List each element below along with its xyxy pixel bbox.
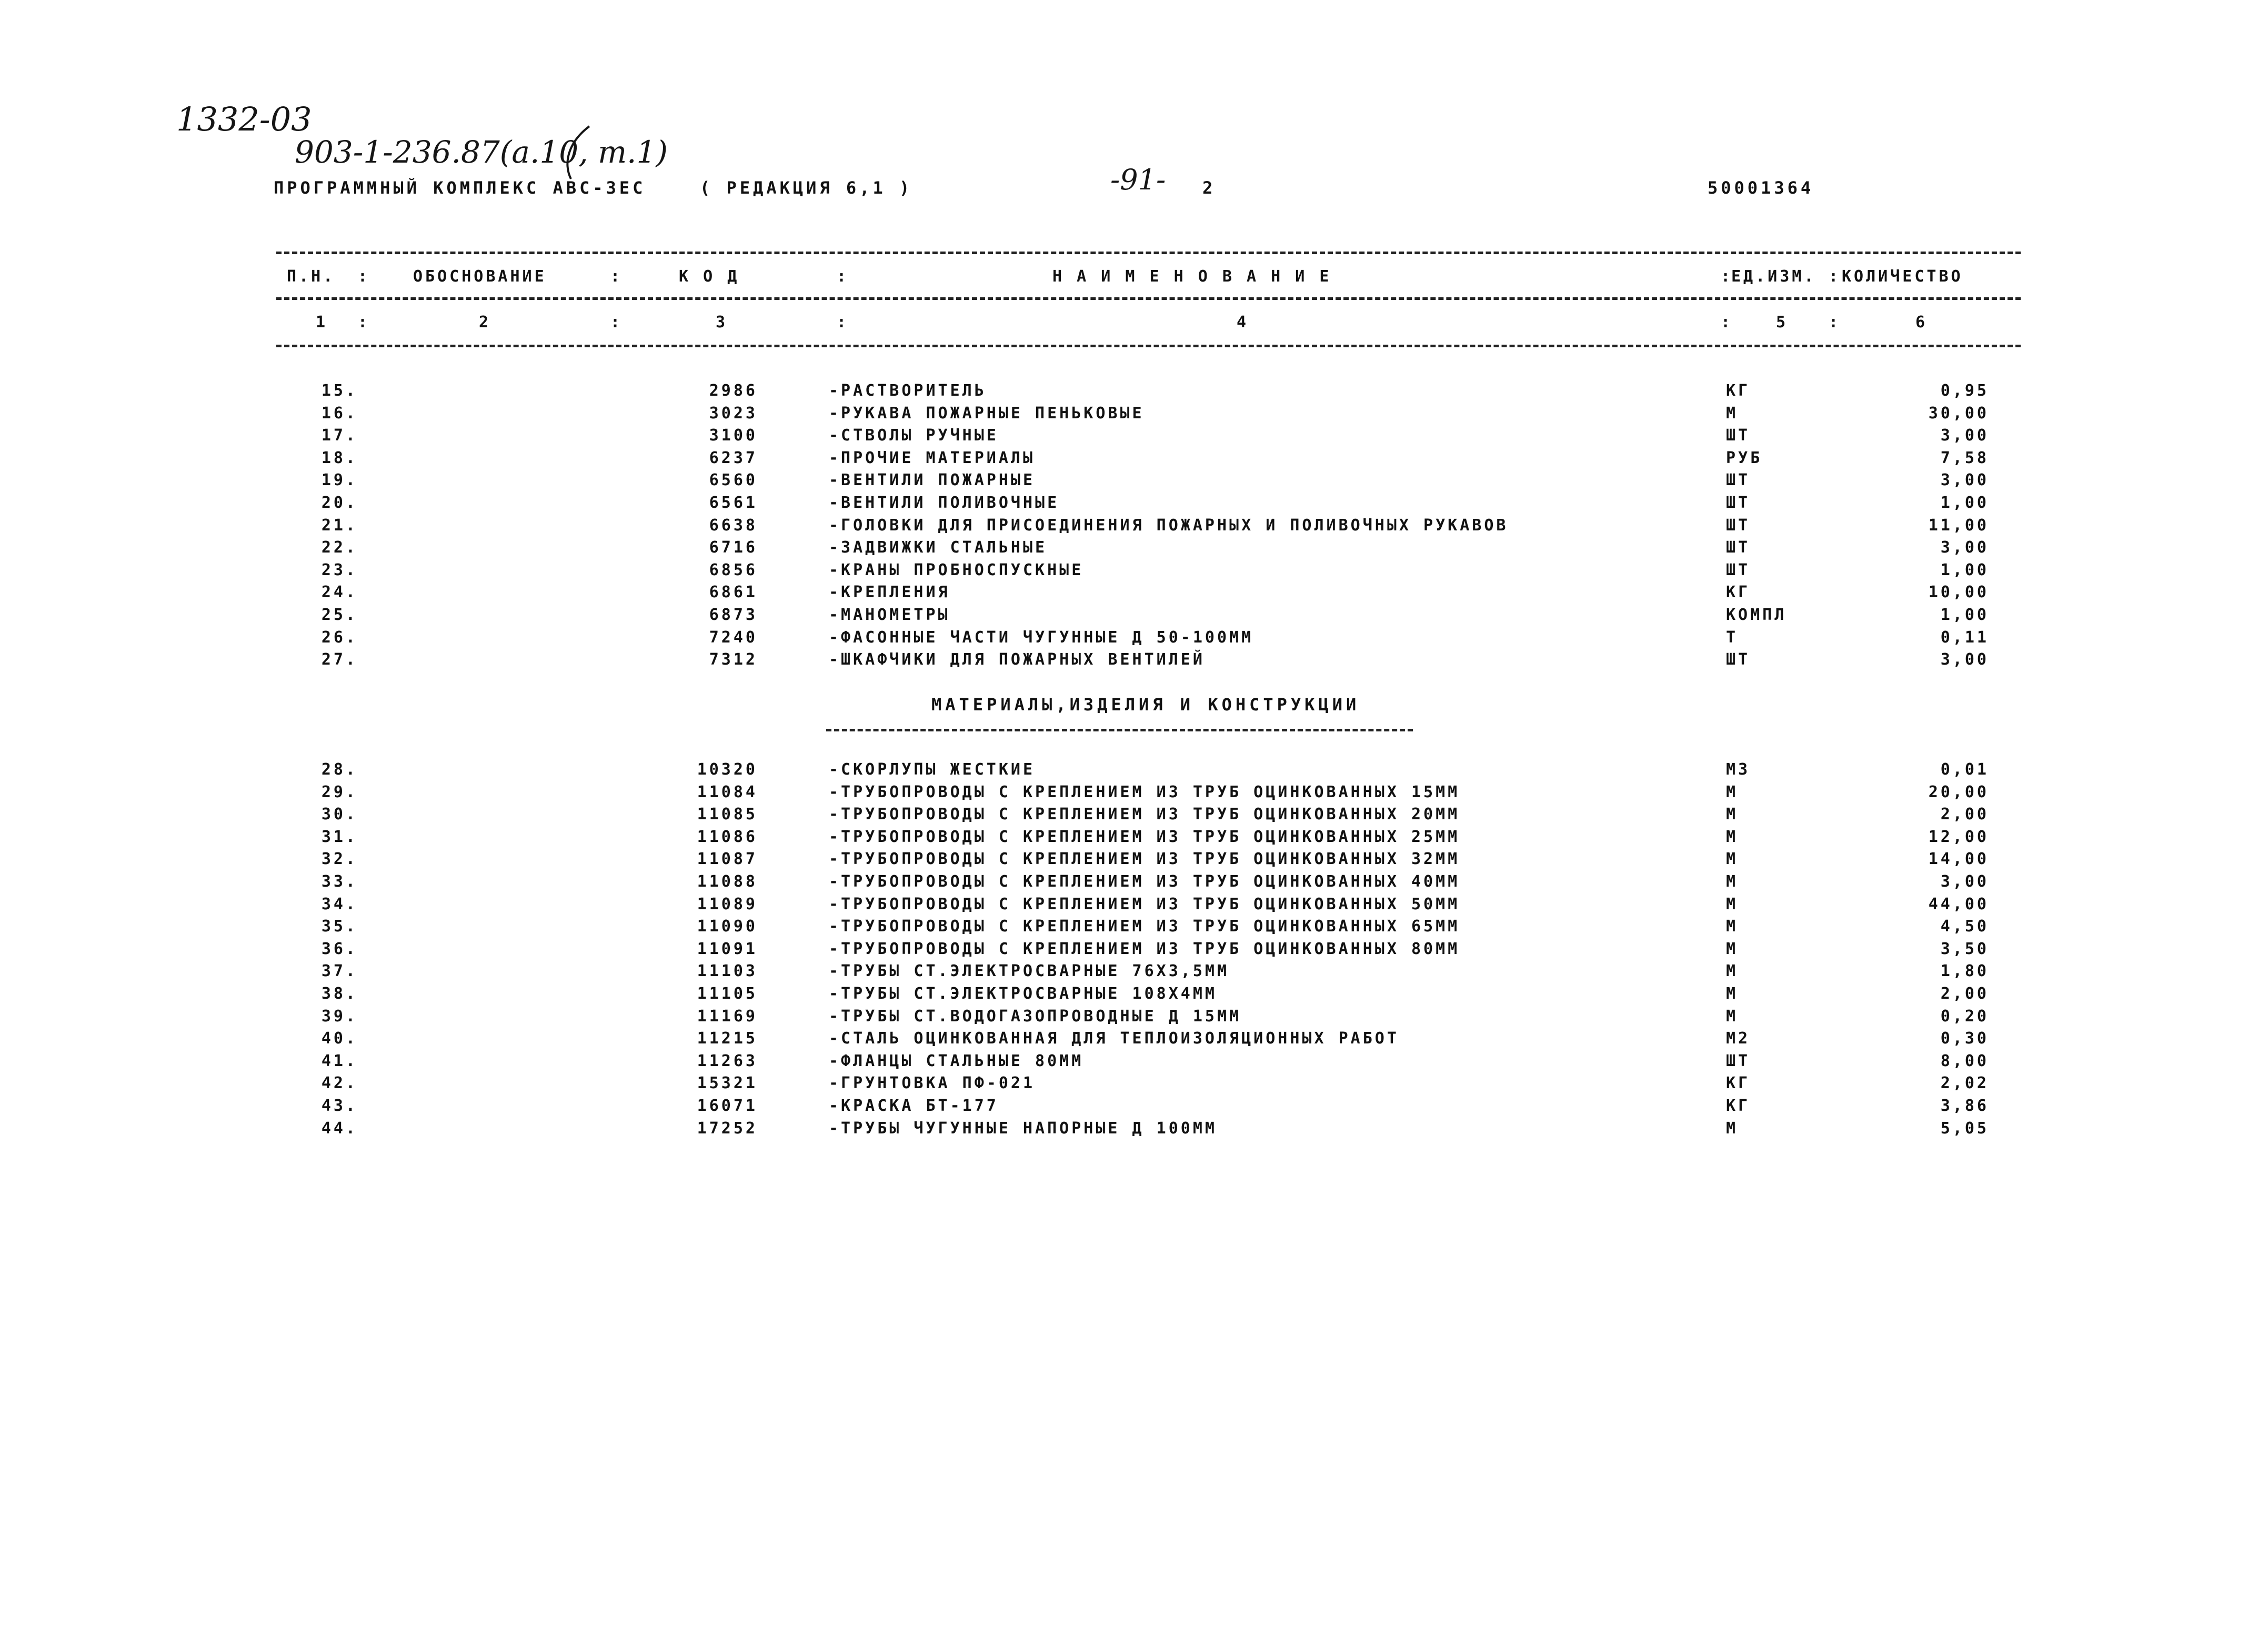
row-unit: М [1726,917,1739,936]
table-top-rule [276,252,2021,254]
row-number: 40. [321,1029,358,1048]
col-sep: : [1829,267,1841,286]
row-qty: 0,30 [1940,1029,1989,1048]
row-unit: КГ [1726,1074,1751,1093]
document-number: 50001364 [1708,178,1814,198]
row-code: 11086 [697,827,758,846]
row-qty: 11,00 [1928,516,1989,535]
row-unit: КГ [1726,583,1751,602]
row-qty: 1,00 [1940,606,1989,624]
row-code: 11085 [697,805,758,824]
row-qty: 2,00 [1940,985,1989,1003]
row-name: -ШКАФЧИКИ ДЛЯ ПОЖАРНЫХ ВЕНТИЛЕЙ [829,650,1205,669]
row-code: 7240 [709,628,758,647]
row-name: -ФАСОННЫЕ ЧАСТИ ЧУГУННЫЕ Д 50-100ММ [829,628,1254,647]
row-number: 41. [321,1051,358,1070]
row-code: 6561 [709,494,758,512]
row-number: 28. [321,760,358,779]
col-number: 6 [1915,313,1928,332]
row-code: 6638 [709,516,758,535]
row-name: -ВЕНТИЛИ ПОЛИВОЧНЫЕ [829,494,1060,512]
row-code: 3023 [709,404,758,423]
row-name: -ТРУБОПРОВОДЫ С КРЕПЛЕНИЕМ ИЗ ТРУБ ОЦИНКОВАННЫХ 80ММ [829,939,1460,958]
row-name: -ЗАДВИЖКИ СТАЛЬНЫЕ [829,538,1048,557]
section-title: МАТЕРИАЛЫ,ИЗДЕЛИЯ И КОНСТРУКЦИИ [931,695,1360,715]
row-name: -РАСТВОРИТЕЛЬ [829,381,987,400]
row-name: -МАНОМЕТРЫ [829,606,950,624]
row-code: 6861 [709,583,758,602]
row-qty: 3,00 [1940,650,1989,669]
row-code: 17252 [697,1119,758,1138]
row-qty: 3,86 [1940,1097,1989,1115]
row-qty: 1,80 [1940,962,1989,981]
row-code: 11169 [697,1007,758,1026]
row-unit: ШТ [1726,426,1751,445]
row-qty: 0,95 [1940,381,1989,400]
row-qty: 3,50 [1940,939,1989,958]
row-number: 39. [321,1007,358,1026]
col-number: 2 [479,313,491,332]
row-name: -СТВОЛЫ РУЧНЫЕ [829,426,999,445]
row-number: 23. [321,560,358,579]
handwritten-bracket [558,121,600,184]
row-qty: 3,00 [1940,426,1989,445]
col-header-name: Н А И М Е Н О В А Н И Е [1052,267,1332,286]
row-name: -ТРУБЫ ЧУГУННЫЕ НАПОРНЫЕ Д 100ММ [829,1119,1217,1138]
row-qty: 0,01 [1940,760,1989,779]
col-sep: : [837,313,849,332]
edition-label: ( РЕДАКЦИЯ 6,1 ) [700,178,913,198]
row-unit: Т [1726,628,1739,647]
handwritten-archive-number: 1332-03 [176,100,312,138]
row-qty: 44,00 [1928,895,1989,913]
section-rule [826,729,1413,731]
row-code: 11090 [697,917,758,936]
row-unit: ШТ [1726,560,1751,579]
row-unit: М [1726,1007,1739,1026]
col-header-code: К О Д [679,267,740,286]
row-unit: ШТ [1726,516,1751,535]
row-unit: М3 [1726,760,1751,779]
col-sep: : [1721,313,1733,332]
row-number: 16. [321,404,358,423]
row-number: 15. [321,381,358,400]
col-sep: : [358,267,370,286]
row-name: -РУКАВА ПОЖАРНЫЕ ПЕНЬКОВЫЕ [829,404,1145,423]
row-code: 2986 [709,381,758,400]
header-mid-rule [276,297,2021,300]
row-qty: 14,00 [1928,850,1989,869]
row-name: -КРАСКА БТ-177 [829,1097,999,1115]
row-number: 24. [321,583,358,602]
row-code: 11089 [697,895,758,913]
row-unit: М [1726,962,1739,981]
row-name: -КРАНЫ ПРОБНОСПУСКНЫЕ [829,560,1084,579]
row-unit: М [1726,827,1739,846]
col-number: 3 [716,313,728,332]
row-unit: М2 [1726,1029,1751,1048]
col-number: 4 [1237,313,1249,332]
row-name: -ТРУБОПРОВОДЫ С КРЕПЛЕНИЕМ ИЗ ТРУБ ОЦИНКОВАННЫХ 65ММ [829,917,1460,936]
row-qty: 2,00 [1940,805,1989,824]
row-qty: 3,00 [1940,471,1989,490]
row-name: -ТРУБОПРОВОДЫ С КРЕПЛЕНИЕМ ИЗ ТРУБ ОЦИНКОВАННЫХ 25ММ [829,827,1460,846]
row-qty: 5,05 [1940,1119,1989,1138]
col-sep: : [837,267,849,286]
col-sep: : [610,267,623,286]
row-qty: 3,00 [1940,538,1989,557]
row-name: -ТРУБОПРОВОДЫ С КРЕПЛЕНИЕМ ИЗ ТРУБ ОЦИНКОВАННЫХ 32ММ [829,850,1460,869]
row-qty: 12,00 [1928,827,1989,846]
row-number: 44. [321,1119,358,1138]
row-code: 11263 [697,1051,758,1070]
row-unit: М [1726,872,1739,891]
row-code: 6716 [709,538,758,557]
program-title: ПРОГРАММНЫЙ КОМПЛЕКС АВС-3ЕС [274,178,646,198]
row-number: 22. [321,538,358,557]
row-qty: 3,00 [1940,872,1989,891]
row-code: 11084 [697,782,758,801]
row-name: -ПРОЧИЕ МАТЕРИАЛЫ [829,448,1036,467]
row-qty: 20,00 [1928,782,1989,801]
row-name: -КРЕПЛЕНИЯ [829,583,950,602]
row-unit: ШТ [1726,494,1751,512]
row-qty: 10,00 [1928,583,1989,602]
row-code: 7312 [709,650,758,669]
row-unit: М [1726,939,1739,958]
col-sep: : [1829,313,1841,332]
row-code: 11105 [697,985,758,1003]
row-unit: М [1726,782,1739,801]
row-unit: ШТ [1726,538,1751,557]
row-number: 21. [321,516,358,535]
row-qty: 7,58 [1940,448,1989,467]
row-code: 6560 [709,471,758,490]
row-number: 33. [321,872,358,891]
row-unit: ШТ [1726,650,1751,669]
row-number: 26. [321,628,358,647]
row-qty: 1,00 [1940,494,1989,512]
row-code: 6856 [709,560,758,579]
col-sep: : [358,313,370,332]
row-number: 37. [321,962,358,981]
row-unit: М [1726,805,1739,824]
row-code: 3100 [709,426,758,445]
row-number: 19. [321,471,358,490]
row-number: 20. [321,494,358,512]
row-name: -ТРУБОПРОВОДЫ С КРЕПЛЕНИЕМ ИЗ ТРУБ ОЦИНКОВАННЫХ 40ММ [829,872,1460,891]
row-number: 30. [321,805,358,824]
row-unit: М [1726,850,1739,869]
row-name: -ТРУБЫ СТ.ЭЛЕКТРОСВАРНЫЕ 76Х3,5ММ [829,962,1230,981]
col-header-qty: КОЛИЧЕСТВО [1842,267,1963,286]
row-unit: КГ [1726,1097,1751,1115]
handwritten-page-number: -91- [1110,163,1166,196]
row-code: 11215 [697,1029,758,1048]
row-qty: 8,00 [1940,1051,1989,1070]
row-code: 10320 [697,760,758,779]
row-name: -СКОРЛУПЫ ЖЕСТКИЕ [829,760,1036,779]
row-number: 29. [321,782,358,801]
row-qty: 0,20 [1940,1007,1989,1026]
row-qty: 4,50 [1940,917,1989,936]
row-name: -ГОЛОВКИ ДЛЯ ПРИСОЕДИНЕНИЯ ПОЖАРНЫХ И ПОЛИВОЧНЫХ РУКАВОВ [829,516,1509,535]
col-sep: : [1721,267,1733,286]
col-header-unit: ЕД.ИЗМ. [1731,267,1817,286]
row-qty: 2,02 [1940,1074,1989,1093]
handwritten-project-number: 903-1-236.87(а.10, т.1) [295,134,668,170]
row-number: 35. [321,917,358,936]
row-unit: ШТ [1726,1051,1751,1070]
row-unit: РУБ [1726,448,1763,467]
row-code: 15321 [697,1074,758,1093]
row-number: 36. [321,939,358,958]
row-unit: М [1726,895,1739,913]
row-number: 32. [321,850,358,869]
row-unit: М [1726,985,1739,1003]
row-number: 25. [321,606,358,624]
row-number: 43. [321,1097,358,1115]
row-number: 34. [321,895,358,913]
row-number: 27. [321,650,358,669]
row-code: 6873 [709,606,758,624]
col-header-pn: П.Н. [287,267,336,286]
row-code: 11103 [697,962,758,981]
row-qty: 0,11 [1940,628,1989,647]
col-header-basis: ОБОСНОВАНИЕ [413,267,547,286]
row-qty: 1,00 [1940,560,1989,579]
row-code: 11091 [697,939,758,958]
row-code: 16071 [697,1097,758,1115]
row-code: 11088 [697,872,758,891]
page-suffix: 2 [1202,178,1216,198]
col-sep: : [610,313,623,332]
row-unit: КГ [1726,381,1751,400]
row-name: -ФЛАНЦЫ СТАЛЬНЫЕ 80ММ [829,1051,1084,1070]
header-bottom-rule [276,345,2021,347]
row-name: -ВЕНТИЛИ ПОЖАРНЫЕ [829,471,1036,490]
row-name: -ТРУБЫ СТ.ВОДОГАЗОПРОВОДНЫЕ Д 15ММ [829,1007,1242,1026]
row-number: 18. [321,448,358,467]
row-number: 17. [321,426,358,445]
row-unit: КОМПЛ [1726,606,1787,624]
row-name: -ТРУБОПРОВОДЫ С КРЕПЛЕНИЕМ ИЗ ТРУБ ОЦИНКОВАННЫХ 15ММ [829,782,1460,801]
row-code: 6237 [709,448,758,467]
row-name: -СТАЛЬ ОЦИНКОВАННАЯ ДЛЯ ТЕПЛОИЗОЛЯЦИОННЫХ РАБОТ [829,1029,1399,1048]
col-number: 5 [1776,313,1789,332]
row-number: 42. [321,1074,358,1093]
row-unit: ШТ [1726,471,1751,490]
row-number: 38. [321,985,358,1003]
row-name: -ГРУНТОВКА ПФ-021 [829,1074,1036,1093]
row-name: -ТРУБОПРОВОДЫ С КРЕПЛЕНИЕМ ИЗ ТРУБ ОЦИНКОВАННЫХ 20ММ [829,805,1460,824]
row-unit: М [1726,1119,1739,1138]
row-qty: 30,00 [1928,404,1989,423]
row-unit: М [1726,404,1739,423]
row-name: -ТРУБОПРОВОДЫ С КРЕПЛЕНИЕМ ИЗ ТРУБ ОЦИНКОВАННЫХ 50ММ [829,895,1460,913]
row-code: 11087 [697,850,758,869]
col-number: 1 [316,313,328,332]
row-number: 31. [321,827,358,846]
row-name: -ТРУБЫ СТ.ЭЛЕКТРОСВАРНЫЕ 108Х4ММ [829,985,1217,1003]
